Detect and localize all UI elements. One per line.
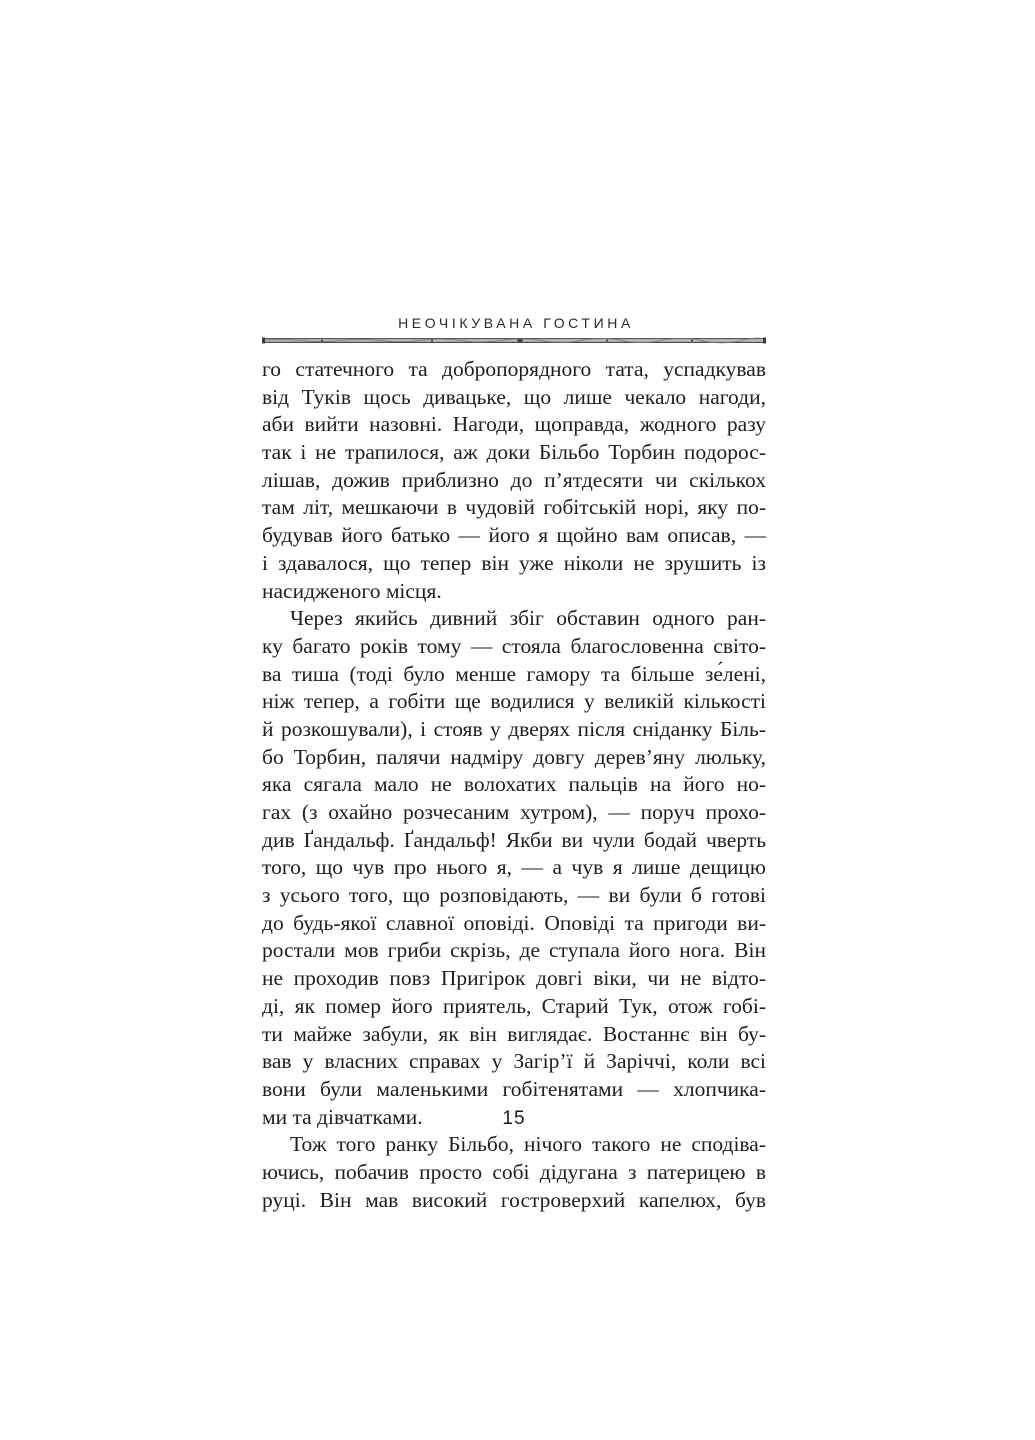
paragraph-2 [262,605,766,1131]
text-line: до будь-якої славної оповіді. Оповіді та пригоди ви- [262,910,766,935]
text-line: вони були маленькими гобітенятами — хлопчика- [262,1076,766,1101]
text-line: ку багато років тому — стояла благословенна світо- [262,633,766,658]
text-line: ніж тепер, а гобіти ще водилися у великій кількості [262,689,766,714]
page-number: 15 [502,1108,526,1129]
text-line: ми та дівчатками. [262,1104,423,1129]
text-line: ді, як помер його приятель, Старий Тук, отож гобі- [262,993,766,1018]
text-line: від Туків щось дивацьке, що лише чекало нагоди, [262,384,766,409]
text-line: ростали мов гриби скрізь, де ступала його нога. Він [262,938,766,963]
text-line: Через якийсь дивний збіг обставин одного ран- [290,606,766,631]
text-line: так і не трапилося, аж доки Більбо Торбин подорос- [262,440,766,465]
text-line: лішав, дожив приблизно до п’ятдесяти чи скількох [262,467,766,492]
body-text [262,356,766,1214]
text-line: ва тиша (тоді було менше гамору та більше зе́лені, [262,661,766,686]
text-line: руці. Він мав високий гостроверхий капелюх, був [262,1187,766,1212]
text-line: див Ґандальф. Ґандальф! Якби ви чули бодай чверть [262,827,766,852]
text-line: з усього того, що розповідають, — ви були б готові [262,883,766,908]
text-line: Тож того ранку Більбо, нічого такого не сподіва- [290,1132,766,1157]
text-line: го статечного та добропорядного тата, успадкував [262,357,766,381]
text-line: там літ, мешкаючи в чудовій гобітській норі, яку по- [262,495,766,520]
text-line: вав у власних справах у Загір’ї й Заріччі, коли всі [262,1049,766,1074]
running-head: НЕОЧІКУВАНА ГОСТИНА [398,315,634,331]
paragraph-3 [262,1131,766,1214]
text-line: і здавалося, що тепер він уже ніколи не зрушить із [262,550,766,575]
text-line: аби вийти назовні. Нагоди, щоправда, жодного разу [262,412,766,437]
text-line: ючись, побачив просто собі дідугана з патерицею в [262,1159,766,1184]
text-line: гах (з охайно розчесаним хутром), — поруч прохо- [262,800,766,824]
ornamental-rule-divider [262,337,766,344]
text-line: не проходив повз Пригірок довгі віки, чи не відто- [262,966,766,991]
text-line: будував його батько — його я щойно вам описав, — [262,523,766,548]
text-line: яка сягала мало не волохатих пальців на його но- [262,772,766,797]
text-line: й розкошували), і стояв у дверях після сніданку Біль- [262,716,766,741]
text-line: насидженого місця. [262,578,442,603]
text-line: бо Торбин, палячи надміру довгу дерев’яну люльку, [262,744,766,769]
text-line: того, що чув про нього я, — а чув я лише дещицю [262,855,766,880]
paragraph-1 [262,356,766,605]
text-line: ти майже забули, як він виглядає. Востаннє він бу- [262,1021,766,1046]
book-page [262,312,766,1214]
